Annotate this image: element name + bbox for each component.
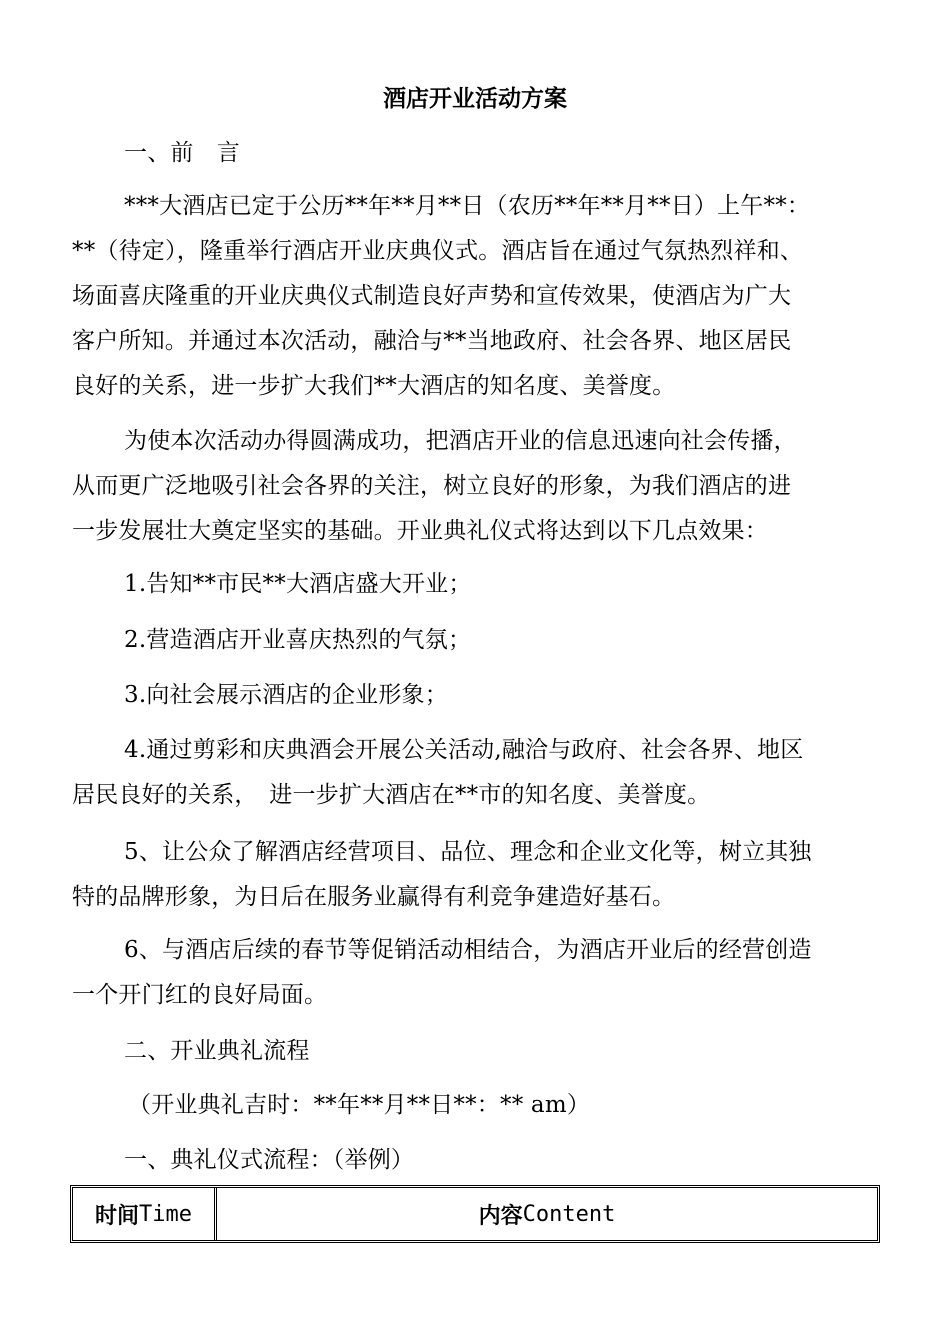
paragraph-line: 特的品牌形象，为日后在服务业赢得有利竞争建造好基石。 xyxy=(72,884,676,910)
paragraph-line: 一步发展壮大奠定坚实的基础。开业典礼仪式将达到以下几点效果： xyxy=(72,518,768,544)
table-header-content xyxy=(217,1188,877,1240)
ceremony-time-note: （开业典礼吉时：**年**月**日**：** am） xyxy=(128,1092,591,1118)
paragraph-line: 5、让公众了解酒店经营项目、品位、理念和企业文化等，树立其独 xyxy=(124,839,812,865)
heading-preface: 一、前 言 xyxy=(124,140,240,166)
list-item-1: 1.告知**市民**大酒店盛大开业； xyxy=(124,571,472,597)
list-item-5 xyxy=(72,830,882,920)
paragraph-line: ***大酒店已定于公历**年**月**日（农历**年**月**日）上午**： xyxy=(124,193,811,219)
paragraph-line: 良好的关系，进一步扩大我们**大酒店的知名度、美誉度。 xyxy=(72,373,676,399)
paragraph-line: 居民良好的关系， 进一步扩大酒店在**市的知名度、美誉度。 xyxy=(72,782,711,808)
paragraph-line: 6、与酒店后续的春节等促销活动相结合，为酒店开业后的经营创造 xyxy=(124,937,812,963)
list-item-3: 3.向社会展示酒店的企业形象； xyxy=(124,682,448,708)
list-item-4 xyxy=(72,728,882,818)
paragraph-goals xyxy=(72,419,882,554)
list-item-6 xyxy=(72,928,882,1018)
heading-ceremony-steps: 一、典礼仪式流程：（举例） xyxy=(124,1147,415,1173)
table-header-time xyxy=(73,1188,217,1240)
paragraph-line: 从而更广泛地吸引社会各界的关注，树立良好的形象，为我们酒店的进 xyxy=(72,473,792,499)
paragraph-line: **（待定），隆重举行酒店开业庆典仪式。酒店旨在通过气氛热烈祥和、 xyxy=(72,238,804,264)
table-header-time-en: Time xyxy=(139,1201,192,1227)
heading-ceremony-flow: 二、开业典礼流程 xyxy=(124,1038,310,1064)
document-title: 酒店开业活动方案 xyxy=(383,86,567,112)
table-header-content-en: Content xyxy=(522,1201,616,1227)
paragraph-line: 场面喜庆隆重的开业庆典仪式制造良好声势和宣传效果，使酒店为广大 xyxy=(72,283,792,309)
paragraph-line: 为使本次活动办得圆满成功，把酒店开业的信息迅速向社会传播， xyxy=(124,428,797,454)
paragraph-intro xyxy=(72,184,882,409)
list-item-2: 2.营造酒店开业喜庆热烈的气氛； xyxy=(124,627,472,653)
paragraph-line: 4.通过剪彩和庆典酒会开展公关活动,融洽与政府、社会各界、地区 xyxy=(124,737,804,763)
paragraph-line: 客户所知。并通过本次活动，融洽与**当地政府、社会各界、地区居民 xyxy=(72,328,792,354)
paragraph-line: 一个开门红的良好局面。 xyxy=(72,982,328,1008)
schedule-table-header xyxy=(70,1185,880,1243)
table-header-content-cn: 内容 xyxy=(478,1203,523,1229)
table-header-time-cn: 时间 xyxy=(95,1203,140,1229)
